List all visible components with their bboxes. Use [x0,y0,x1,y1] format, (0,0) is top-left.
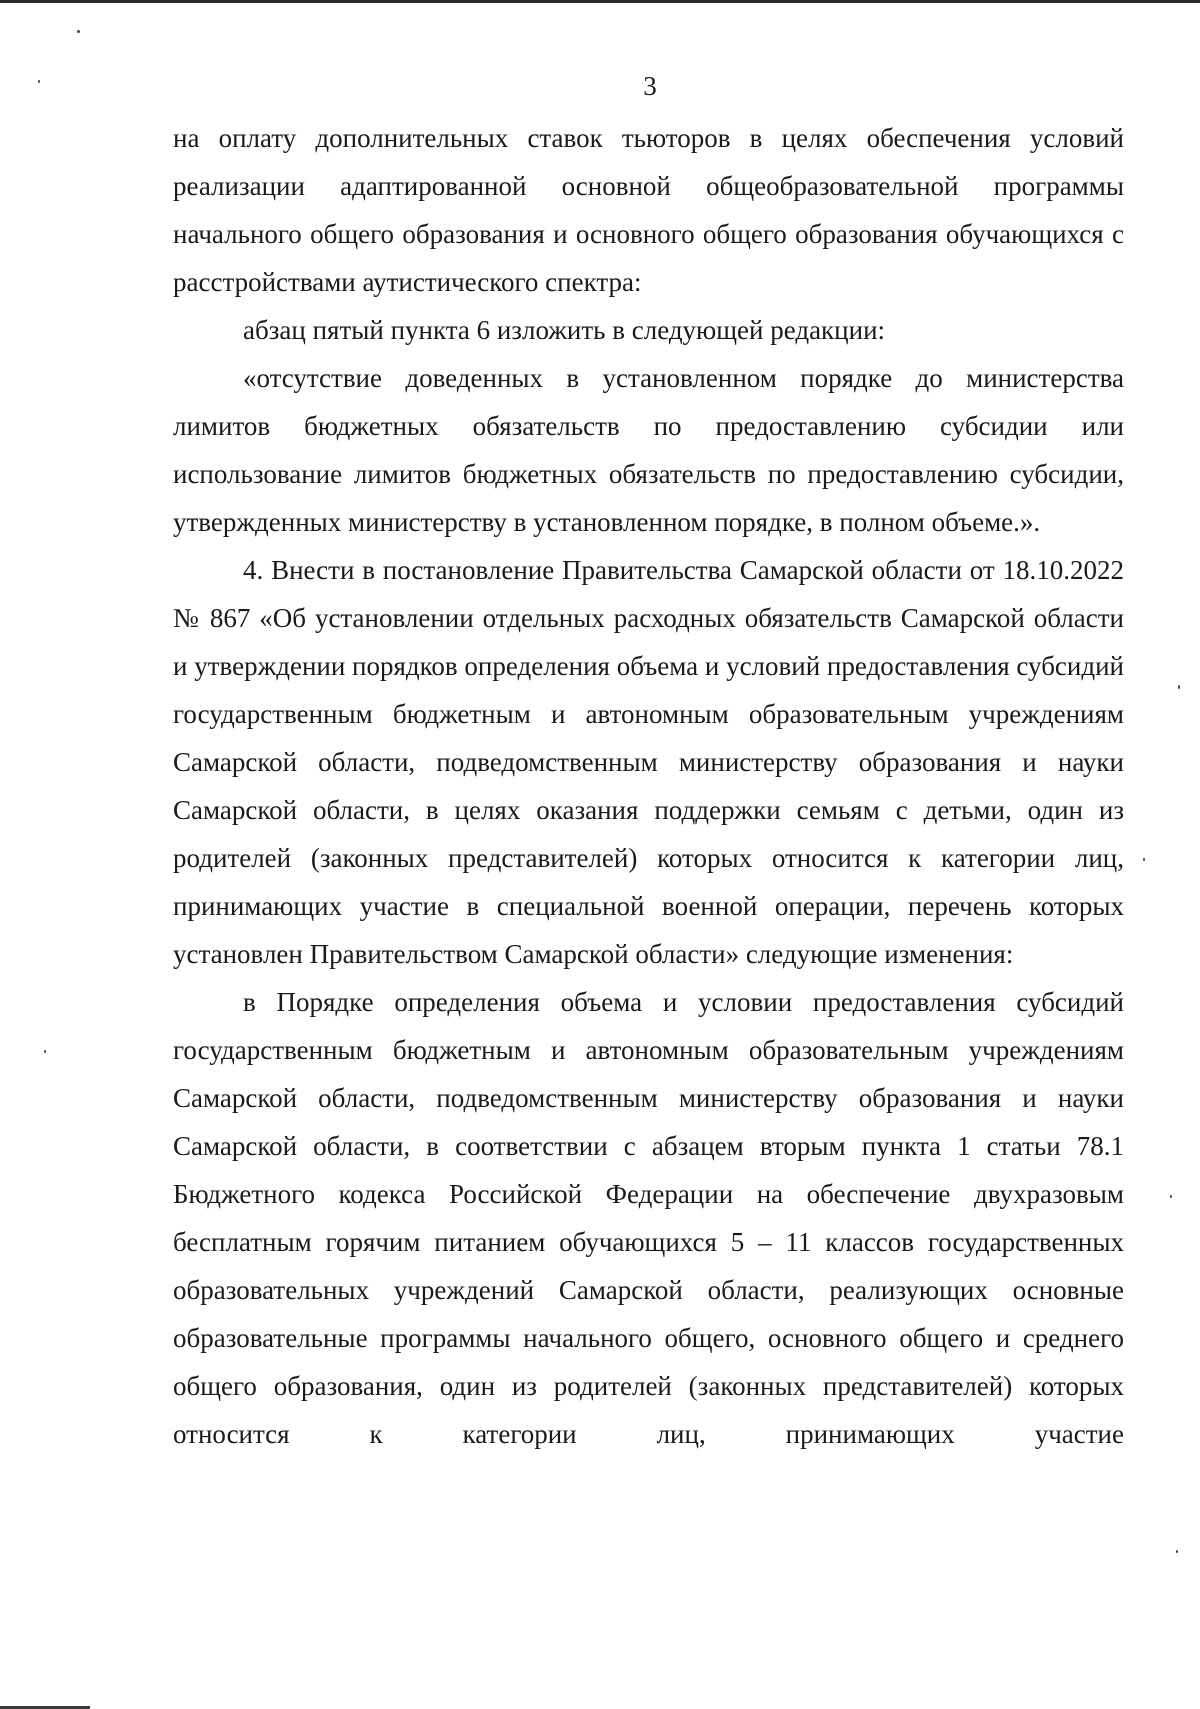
scan-speck [1176,1550,1178,1553]
scan-speck [1143,858,1145,861]
scan-speck [44,1050,46,1053]
paragraph-order-amendments: в Порядке определения объема и условии предоставления субсидий государственным бюджетным и автономным образовательным учреждениям Самарской области, подведомственным министерству образования и науки Самарской области, в соответствии с абзацем вторым пункта 1 статьи 78.1 Бюджетного кодекса Российской Федерации на обеспечение двухразовым бесплатным горячим питанием обучающихся 5 – 11 классов государственных образовательных учреждений Самарской области, реализующих основные образовательные программы начального общего, основного общего и среднего общего образования, один из родителей (законных представителей) которых относится к категории лиц, принимающих участие [173,987,1124,1449]
page-number: 3 [643,71,657,101]
scan-speck [1178,685,1180,689]
paragraph-fifth-abzats: абзац пятый пункта 6 изложить в следующей редакции: [243,315,886,345]
paragraph-limits-absence: «отсутствие доведенных в установленном порядке до министерства лимитов бюджетных обязательств по предоставлению субсидии или использование лимитов бюджетных обязательств по предоставлению субсидии, утвержденных министерству в установленном порядке, в полном объеме.». [173,363,1124,537]
scan-speck [77,30,80,33]
scan-speck [1170,1195,1172,1198]
paragraph-item-4: 4. Внести в постановление Правительства Самарской области от 18.10.2022 № 867 «Об установлении отдельных расходных обязательств Самарской области и утверждении порядков определения объема и условий предоставления субсидий государственным бюджетным и автономным образовательным учреждениям Самарской области, подведомственным министерству образования и науки Самарской области, в целях оказания поддержки семьям с детьми, один из родителей (законных представителей) которых относится к категории лиц, принимающих участие в специальной военной операции, перечень которых установлен Правительством Самарской области» следующие изменения: [173,555,1124,969]
scan-top-edge [0,0,1200,3]
paragraph-tutor-rates: на оплату дополнительных ставок тьюторов в целях обеспечения условий реализации адаптированной основной общеобразовательной программы начального общего образования и основного общего образования обучающихся с расстройствами аутистического спектра: [173,123,1124,297]
document-body [173,114,1124,1458]
